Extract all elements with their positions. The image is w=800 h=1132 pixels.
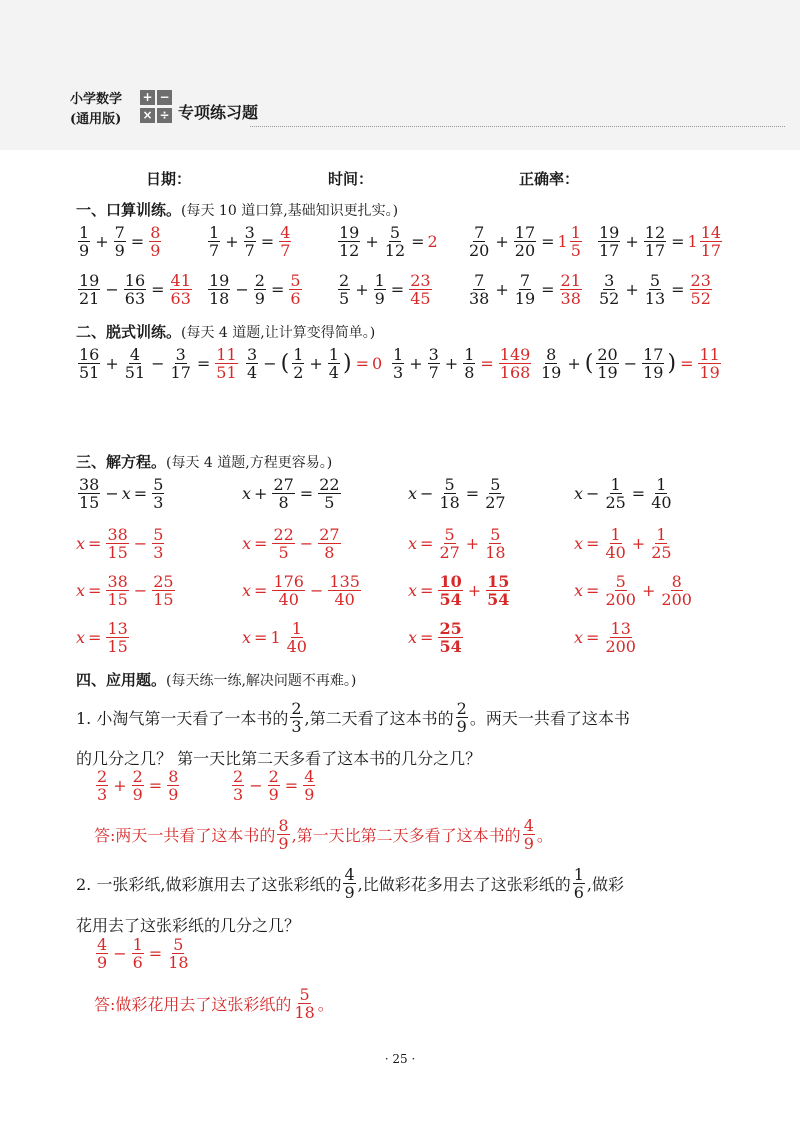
solution-step: x = $\frac{5}{27}$ + $\frac{5}{18}$ <box>408 525 506 562</box>
answer-value: 2 <box>427 232 438 251</box>
mental-problem: $\frac{19}{18}$ − $\frac{2}{9}$ = $\frac{5}{6}$ <box>209 271 301 308</box>
section-heading: 四、应用题。 <box>76 671 167 689</box>
fraction: $\frac{1}{6}$ <box>573 865 584 902</box>
problem-text: ,第二天看了这本书的 <box>304 709 454 728</box>
problem-text-line2: 花用去了这张彩纸的几分之几？ <box>76 916 301 935</box>
header-divider <box>250 126 785 127</box>
operators-logo <box>140 88 174 126</box>
plus-icon: + <box>140 90 155 105</box>
section-title <box>76 451 332 472</box>
fraction: $\frac{2}{3}$ <box>291 699 302 736</box>
solution-step: x = $\frac{38}{15}$ − $\frac{5}{3}$ <box>76 525 164 562</box>
solution-answer: x = $\frac{13}{15}$ <box>76 619 128 656</box>
stepwise-problem: $\frac{3}{4}$ − ( $\frac{1}{2}$ + $\frac{1}{4}$ ) = 0 <box>247 345 383 382</box>
fraction: $\frac{1}{9}$ <box>79 223 90 260</box>
mental-problem: $\frac{19}{21}$ − $\frac{16}{63}$ = $\frac{41}{63}$ <box>79 271 191 308</box>
stepwise-problem: $\frac{1}{3}$ + $\frac{3}{7}$ + $\frac{1}{8}$ = $\frac{149}{168}$ <box>393 345 531 382</box>
problem-text: 。两天一共看了这本书 <box>469 709 630 728</box>
problem-text: ,比做彩花多用去了这张彩纸的 <box>357 875 571 894</box>
stepwise-problem: $\frac{16}{51}$ + $\frac{4}{51}$ − $\frac{3}{17}$ = $\frac{11}{51}$ <box>79 345 237 382</box>
mental-problem: $\frac{1}{7}$ + $\frac{3}{7}$ = $\frac{4}{7}$ <box>209 223 291 260</box>
answer-whole: 1 <box>687 232 698 251</box>
brand-subject: 小学数学 <box>70 92 123 107</box>
fraction: $\frac{2}{9}$ <box>456 699 467 736</box>
problem-text: 2. 一张彩纸,做彩旗用去了这张彩纸的 <box>76 875 342 894</box>
problem-text: ,做彩 <box>586 875 625 894</box>
section-note: (每天 4 道题,方程更容易。) <box>166 455 333 471</box>
date-label: 日期： <box>146 170 192 188</box>
mental-problem: $\frac{3}{52}$ + $\frac{5}{13}$ = $\frac{23}{52}$ <box>599 271 711 308</box>
accuracy-label: 正确率： <box>519 170 580 188</box>
multiply-icon: × <box>140 108 155 123</box>
minus-icon: − <box>157 90 172 105</box>
word-problem-2 <box>76 866 624 901</box>
answer-fraction: $\frac{11}{19}$ <box>699 345 720 382</box>
solution-step: x = $\frac{38}{15}$ − $\frac{25}{15}$ <box>76 572 174 609</box>
mental-problem: $\frac{2}{5}$ + $\frac{1}{9}$ = $\frac{23}{45}$ <box>339 271 431 308</box>
section-note: (每天 4 道题,让计算变得简单。) <box>181 325 376 341</box>
answer-fraction: $\frac{23}{52}$ <box>690 271 711 308</box>
solution-step: x = $\frac{1}{40}$ + $\frac{1}{25}$ <box>574 525 672 562</box>
solution-answer: x = $\frac{25}{54}$ <box>408 619 462 656</box>
page-header <box>70 88 720 132</box>
answer-sentence: 答:做彩花用去了这张彩纸的 $\frac{5}{18}$ 。 <box>94 985 334 1022</box>
mental-problem: $\frac{19}{17}$ + $\frac{12}{17}$ = 1 $\frac{14}{17}$ <box>599 223 722 260</box>
solution-step: x = $\frac{176}{40}$ − $\frac{135}{40}$ <box>242 572 360 609</box>
header-title: 专项练习题 <box>178 103 259 122</box>
section-heading: 三、解方程。 <box>76 453 167 471</box>
equation: x − $\frac{5}{18}$ = $\frac{5}{27}$ <box>408 475 506 512</box>
solution-step: x = $\frac{22}{5}$ − $\frac{27}{8}$ <box>242 525 340 562</box>
answer-value: 0 <box>371 354 383 373</box>
solution-answer: x = $\frac{13}{200}$ <box>574 619 636 656</box>
section-heading: 一、口算训练。 <box>76 201 182 219</box>
calc-step: $\frac{2}{3}$ + $\frac{2}{9}$ = $\frac{8}{9}$ <box>97 767 179 804</box>
mental-problem: $\frac{7}{38}$ + $\frac{7}{19}$ = $\frac{21}{38}$ <box>469 271 581 308</box>
answer-sentence: 答:两天一共看了这本书的 $\frac{8}{9}$ ,第一天比第二天多看了这本书的 $\frac{4}{9}$ 。 <box>94 816 553 853</box>
answer-fraction: $\frac{149}{168}$ <box>499 345 531 382</box>
solution-step: x = $\frac{10}{54}$ + $\frac{15}{54}$ <box>408 572 510 609</box>
answer-fraction: $\frac{11}{51}$ <box>216 345 237 382</box>
section-title <box>76 669 356 690</box>
solution-answer: x = 1 $\frac{1}{40}$ <box>242 619 307 656</box>
mental-problem: $\frac{1}{9}$ + $\frac{7}{9}$ = $\frac{8}{9}$ <box>79 223 161 260</box>
answer-fraction: $\frac{4}{7}$ <box>280 223 291 260</box>
answer-fraction: $\frac{14}{17}$ <box>700 223 722 260</box>
divide-icon: ÷ <box>157 108 172 123</box>
page-number: · 25 · <box>384 1052 416 1066</box>
time-label: 时间： <box>328 170 374 188</box>
equation: x − $\frac{1}{25}$ = $\frac{1}{40}$ <box>574 475 672 512</box>
section-note: (每天 10 道口算,基础知识更扎实。) <box>181 203 399 219</box>
calc-step: $\frac{4}{9}$ − $\frac{1}{6}$ = $\frac{5}{18}$ <box>97 935 189 972</box>
answer-fraction: $\frac{8}{9}$ <box>150 223 161 260</box>
problem-text-line2: 的几分之几？ 第一天比第二天多看了这本书的几分之几？ <box>76 749 482 768</box>
answer-fraction: $\frac{21}{38}$ <box>560 271 581 308</box>
fraction: $\frac{4}{9}$ <box>344 865 355 902</box>
word-problem-1 <box>76 700 630 735</box>
solution-step: x = $\frac{5}{200}$ + $\frac{8}{200}$ <box>574 572 692 609</box>
calc-step: $\frac{2}{3}$ − $\frac{2}{9}$ = $\frac{4}{9}$ <box>233 767 315 804</box>
brand-edition: (通用版) <box>70 112 122 127</box>
section-heading: 二、脱式训练。 <box>76 323 182 341</box>
answer-fraction: $\frac{1}{5}$ <box>570 223 581 260</box>
mental-problem: $\frac{19}{12}$ + $\frac{5}{12}$ = 2 <box>339 223 438 260</box>
mental-problem: $\frac{7}{20}$ + $\frac{17}{20}$ = 1 $\frac{1}{5}$ <box>469 223 581 260</box>
stepwise-problem: $\frac{8}{19}$ + ( $\frac{20}{19}$ − $\frac{17}{19}$ ) = $\frac{11}{19}$ <box>541 345 720 382</box>
problem-text: 1. 小淘气第一天看了一本书的 <box>76 709 289 728</box>
section-note: (每天练一练,解决问题不再难。) <box>166 673 357 689</box>
answer-fraction: $\frac{23}{45}$ <box>410 271 431 308</box>
equation: $\frac{38}{15}$ − x = $\frac{5}{3}$ <box>79 475 164 512</box>
section-title <box>76 321 375 342</box>
section-title <box>76 199 398 220</box>
answer-fraction: $\frac{5}{6}$ <box>290 271 301 308</box>
answer-whole: 1 <box>557 232 568 251</box>
equation: x + $\frac{27}{8}$ = $\frac{22}{5}$ <box>242 475 340 512</box>
answer-fraction: $\frac{41}{63}$ <box>170 271 191 308</box>
fraction: $\frac{7}{9}$ <box>114 223 125 260</box>
